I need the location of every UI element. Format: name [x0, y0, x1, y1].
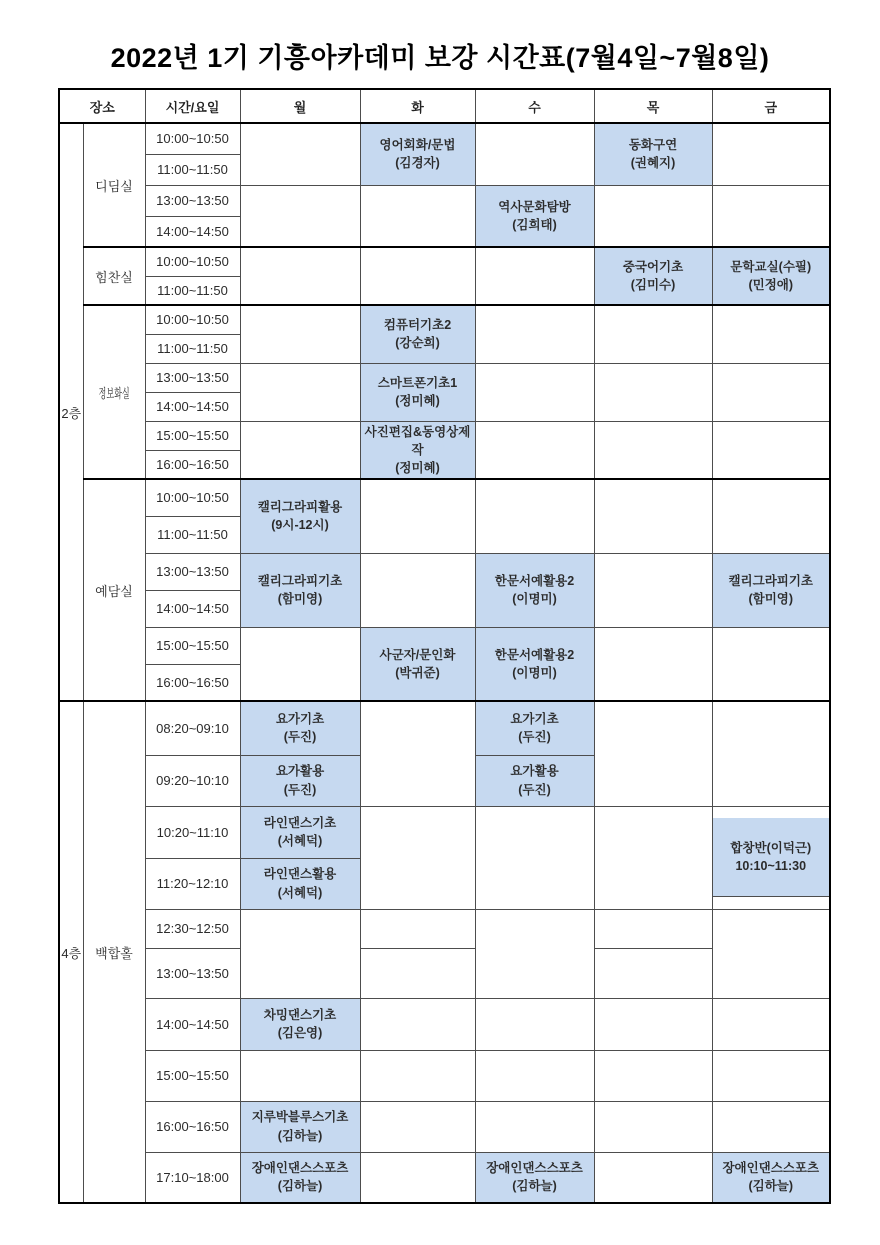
class-cell: [475, 701, 594, 755]
timetable-row: [59, 247, 830, 276]
empty-cell: [712, 1101, 830, 1152]
empty-cell: [475, 909, 594, 998]
empty-cell: [594, 909, 712, 948]
class-cell: [360, 123, 475, 185]
empty-cell: [594, 806, 712, 909]
empty-cell: [712, 701, 830, 806]
class-text: 라인댄스활용 (서혜덕): [263, 867, 337, 900]
empty-cell: [475, 479, 594, 553]
class-cell: [360, 421, 475, 479]
empty-cell: [712, 421, 830, 479]
class-text: 한문서예활용2 (이명미): [494, 573, 575, 606]
class-text: 지루박블루스기초 (김하늘): [251, 1110, 349, 1143]
empty-cell: [475, 1050, 594, 1101]
floor-label: 4층: [59, 701, 83, 1203]
class-cell: [360, 363, 475, 421]
class-cell: [475, 1152, 594, 1203]
class-cell: [712, 553, 830, 627]
empty-cell: [594, 627, 712, 701]
class-text: 사군자/문인화 (박귀준): [379, 647, 456, 680]
timetable-row: [59, 305, 830, 334]
empty-cell: [712, 627, 830, 701]
empty-cell: [475, 1101, 594, 1152]
time-slot: 15:00~15:50: [145, 1050, 240, 1101]
class-cell: [475, 627, 594, 701]
class-text: 스마트폰기초1 (정미혜): [377, 375, 458, 408]
class-text: 동화구연 (권혜지): [628, 138, 678, 171]
time-slot: 11:00~11:50: [145, 154, 240, 185]
timetable-row: [59, 553, 830, 590]
class-text: 요가활용 (두진): [275, 764, 325, 797]
empty-cell: [475, 806, 594, 909]
class-text: 영어회화/문법 (김경자): [379, 138, 456, 171]
time-slot: 10:00~10:50: [145, 479, 240, 516]
time-slot: 10:20~11:10: [145, 806, 240, 858]
empty-cell: [712, 305, 830, 363]
empty-cell: [475, 247, 594, 305]
empty-cell: [240, 909, 360, 998]
class-cell: [475, 755, 594, 806]
header-day-fri: 금: [712, 89, 830, 123]
empty-cell: [360, 479, 475, 553]
class-cell: [240, 755, 360, 806]
header-time-day: 시간/요일: [145, 89, 240, 123]
class-text: 합창반(이덕근) 10:10~11:30: [730, 840, 812, 873]
header-day-thu: 목: [594, 89, 712, 123]
room-label: 힘찬실: [83, 247, 145, 305]
class-text: 캘리그라피기초 (함미영): [728, 573, 814, 606]
timetable-row: [59, 123, 830, 154]
class-cell: [360, 627, 475, 701]
room-label: 정보화실: [83, 305, 145, 479]
time-slot: 15:00~15:50: [145, 627, 240, 664]
class-text: 장애인댄스스포츠 (김하늘): [486, 1161, 583, 1194]
class-cell: [240, 858, 360, 909]
empty-cell: [594, 1050, 712, 1101]
timetable-row: [59, 627, 830, 664]
empty-cell: [594, 1152, 712, 1203]
timetable-row: [59, 421, 830, 450]
empty-cell: [712, 479, 830, 553]
timetable-body: [59, 123, 830, 1203]
class-cell: [240, 479, 360, 553]
empty-cell: [360, 1050, 475, 1101]
empty-cell: [594, 948, 712, 998]
empty-cell: [360, 998, 475, 1050]
empty-cell: [240, 421, 360, 479]
class-text: 중국어기초 (김미수): [622, 259, 684, 292]
class-cell: [594, 123, 712, 185]
timetable-row: [59, 998, 830, 1050]
empty-cell: [360, 909, 475, 948]
header-day-tue: 화: [360, 89, 475, 123]
class-text: 요가기초 (두진): [275, 712, 325, 745]
empty-cell: [240, 123, 360, 185]
timetable-row: [59, 185, 830, 216]
empty-cell: [360, 1152, 475, 1203]
time-slot: 13:00~13:50: [145, 363, 240, 392]
header-day-mon: 월: [240, 89, 360, 123]
time-slot: 10:00~10:50: [145, 123, 240, 154]
time-slot: 14:00~14:50: [145, 590, 240, 627]
empty-cell: [475, 998, 594, 1050]
class-cell: [240, 553, 360, 627]
empty-cell: [594, 998, 712, 1050]
empty-cell: [240, 247, 360, 305]
empty-cell: [240, 185, 360, 247]
header-row: [59, 89, 830, 123]
time-slot: 16:00~16:50: [145, 1101, 240, 1152]
header-day-wed: 수: [475, 89, 594, 123]
class-cell: [475, 185, 594, 247]
empty-cell: [360, 247, 475, 305]
class-text: 한문서예활용2 (이명미): [494, 647, 575, 680]
timetable: [58, 88, 831, 1204]
time-slot: 16:00~16:50: [145, 664, 240, 701]
timetable-row: [59, 363, 830, 392]
time-slot: 11:00~11:50: [145, 276, 240, 305]
empty-cell: [712, 909, 830, 998]
time-slot: 10:00~10:50: [145, 305, 240, 334]
time-slot: 13:00~13:50: [145, 185, 240, 216]
time-slot: 10:00~10:50: [145, 247, 240, 276]
empty-cell: [240, 1050, 360, 1101]
timetable-row: [59, 909, 830, 948]
class-text: 요가활용 (두진): [510, 764, 559, 797]
empty-cell: [240, 305, 360, 363]
time-slot: 14:00~14:50: [145, 392, 240, 421]
empty-cell: [360, 948, 475, 998]
empty-cell: [475, 363, 594, 421]
time-slot: 11:00~11:50: [145, 516, 240, 553]
class-cell: [240, 1101, 360, 1152]
empty-cell: [712, 123, 830, 185]
time-slot: 09:20~10:10: [145, 755, 240, 806]
class-cell: [240, 998, 360, 1050]
empty-cell: [594, 479, 712, 553]
time-slot: 15:00~15:50: [145, 421, 240, 450]
header-place: 장소: [59, 89, 145, 123]
empty-cell: [594, 701, 712, 806]
empty-cell: [360, 1101, 475, 1152]
timetable-row: [59, 479, 830, 516]
time-slot: 14:00~14:50: [145, 998, 240, 1050]
empty-cell: [360, 553, 475, 627]
class-text: 캘리그라피활용 (9시-12시): [257, 500, 343, 533]
empty-cell: [360, 806, 475, 909]
timetable-row: [59, 1050, 830, 1101]
class-cell: [475, 553, 594, 627]
class-cell: [360, 305, 475, 363]
room-label: 백합홀: [83, 701, 145, 1203]
time-slot: 16:00~16:50: [145, 450, 240, 479]
time-slot: 17:10~18:00: [145, 1152, 240, 1203]
class-cell: [712, 1152, 830, 1203]
time-slot: 13:00~13:50: [145, 948, 240, 998]
class-text: 차밍댄스기초 (김은영): [263, 1007, 337, 1040]
class-cell: [712, 806, 830, 909]
empty-cell: [240, 627, 360, 701]
class-cell: [240, 1152, 360, 1203]
class-text: 캘리그라피기초 (함미영): [257, 573, 343, 606]
empty-cell: [594, 421, 712, 479]
empty-cell: [712, 998, 830, 1050]
class-text: 요가기초 (두진): [510, 712, 559, 745]
page-title: 2022년 1기 기흥아카데미 보강 시간표(7월4일~7월8일): [110, 43, 770, 73]
class-cell: [240, 806, 360, 858]
class-text: 사진편집&동영상제작 (정미혜): [364, 424, 471, 475]
empty-cell: [594, 185, 712, 247]
room-label: 디딤실: [83, 123, 145, 247]
floor-label: 2층: [59, 123, 83, 701]
time-slot: 08:20~09:10: [145, 701, 240, 755]
class-text: 라인댄스기초 (서혜덕): [263, 815, 337, 848]
time-slot: 11:00~11:50: [145, 334, 240, 363]
partial-class-block: [713, 818, 830, 897]
empty-cell: [475, 305, 594, 363]
timetable-row: [59, 806, 830, 858]
empty-cell: [594, 305, 712, 363]
time-slot: 13:00~13:50: [145, 553, 240, 590]
timetable-row: [59, 701, 830, 755]
empty-cell: [712, 363, 830, 421]
class-cell: [594, 247, 712, 305]
class-text: 컴퓨터기초2 (강순희): [383, 318, 452, 351]
class-text: 장애인댄스스포츠 (김하늘): [722, 1161, 820, 1194]
empty-cell: [712, 185, 830, 247]
time-slot: 11:20~12:10: [145, 858, 240, 909]
room-label: 예담실: [83, 479, 145, 701]
empty-cell: [240, 363, 360, 421]
empty-cell: [475, 421, 594, 479]
class-text: 장애인댄스스포츠 (김하늘): [251, 1161, 349, 1194]
empty-cell: [594, 1101, 712, 1152]
empty-cell: [594, 553, 712, 627]
time-slot: 12:30~12:50: [145, 909, 240, 948]
empty-cell: [475, 123, 594, 185]
empty-cell: [594, 363, 712, 421]
class-cell: [240, 701, 360, 755]
time-slot: 14:00~14:50: [145, 216, 240, 247]
timetable-row: [59, 1101, 830, 1152]
class-cell: [712, 247, 830, 305]
class-text: 역사문화탐방 (김희태): [498, 199, 571, 232]
empty-cell: [360, 701, 475, 806]
class-text: 문학교실(수필) (민정애): [730, 259, 812, 292]
empty-cell: [360, 185, 475, 247]
empty-cell: [712, 1050, 830, 1101]
timetable-row: [59, 1152, 830, 1203]
